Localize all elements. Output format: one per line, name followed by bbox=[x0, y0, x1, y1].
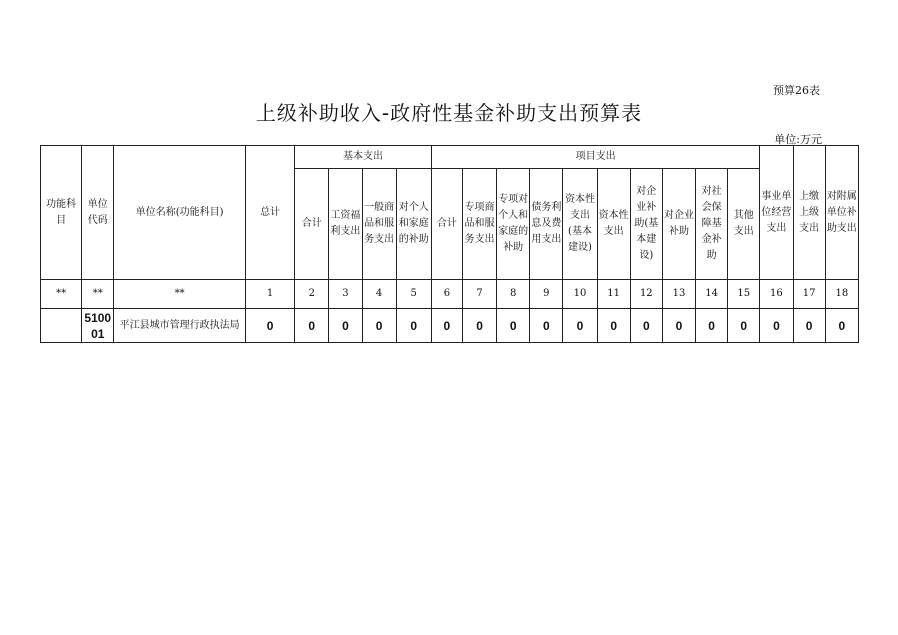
header-project-capital-construction: 资本性支出(基本建设) bbox=[563, 169, 597, 280]
header-basic-household: 对个人和家庭的补助 bbox=[396, 169, 431, 280]
value-cell: 0 bbox=[362, 309, 396, 343]
column-number: 17 bbox=[793, 280, 825, 309]
header-project-household: 专项对个人和家庭的补助 bbox=[497, 169, 530, 280]
value-cell: 0 bbox=[462, 309, 496, 343]
row-unit-code: 510001 bbox=[82, 309, 114, 343]
column-number: 10 bbox=[563, 280, 597, 309]
header-project-social-security: 对社会保障基金补助 bbox=[696, 169, 728, 280]
value-cell: 0 bbox=[630, 309, 662, 343]
column-number: 6 bbox=[431, 280, 462, 309]
row-func-subject bbox=[41, 309, 82, 343]
index-code: ** bbox=[82, 280, 114, 309]
column-number: 13 bbox=[662, 280, 695, 309]
header-func-subject: 功能科目 bbox=[41, 146, 82, 280]
column-number: 15 bbox=[728, 280, 760, 309]
header-upper-payment: 上缴上级支出 bbox=[793, 146, 825, 280]
column-number: 12 bbox=[630, 280, 662, 309]
index-name: ** bbox=[114, 280, 246, 309]
budget-table bbox=[40, 145, 859, 343]
column-number: 7 bbox=[462, 280, 496, 309]
column-number: 14 bbox=[696, 280, 728, 309]
header-project-capital: 资本性支出 bbox=[597, 169, 630, 280]
index-row bbox=[41, 280, 859, 309]
column-number: 5 bbox=[396, 280, 431, 309]
column-number: 16 bbox=[760, 280, 793, 309]
column-number: 9 bbox=[530, 280, 563, 309]
value-cell: 0 bbox=[295, 309, 329, 343]
header-unit-code: 单位代码 bbox=[82, 146, 114, 280]
value-cell: 0 bbox=[431, 309, 462, 343]
page-title: 上级补助收入-政府性基金补助支出预算表 bbox=[255, 101, 643, 125]
value-cell: 0 bbox=[329, 309, 362, 343]
column-number: 1 bbox=[245, 280, 294, 309]
header-subsidiary-subsidy: 对附属单位补助支出 bbox=[825, 146, 858, 280]
column-number: 4 bbox=[362, 280, 396, 309]
value-cell: 0 bbox=[696, 309, 728, 343]
column-number: 3 bbox=[329, 280, 362, 309]
value-cell: 0 bbox=[530, 309, 563, 343]
header-project-subtotal: 合计 bbox=[431, 169, 462, 280]
header-project-goods: 专项商品和服务支出 bbox=[462, 169, 496, 280]
header-basic-goods: 一般商品和服务支出 bbox=[362, 169, 396, 280]
header-project-debt-interest: 债务利息及费用支出 bbox=[530, 169, 563, 280]
header-basic-group: 基本支出 bbox=[295, 146, 432, 169]
value-cell: 0 bbox=[760, 309, 793, 343]
value-cell: 0 bbox=[245, 309, 294, 343]
value-cell: 0 bbox=[563, 309, 597, 343]
column-number: 18 bbox=[825, 280, 858, 309]
value-cell: 0 bbox=[825, 309, 858, 343]
header-basic-wages: 工资福利支出 bbox=[329, 169, 362, 280]
header-project-other: 其他支出 bbox=[728, 169, 760, 280]
table-row bbox=[41, 309, 859, 343]
value-cell: 0 bbox=[597, 309, 630, 343]
column-number: 11 bbox=[597, 280, 630, 309]
column-number: 8 bbox=[497, 280, 530, 309]
header-basic-subtotal: 合计 bbox=[295, 169, 329, 280]
value-cell: 0 bbox=[793, 309, 825, 343]
header-project-enterprise: 对企业补助 bbox=[662, 169, 695, 280]
index-func: ** bbox=[41, 280, 82, 309]
value-cell: 0 bbox=[662, 309, 695, 343]
header-business-expense: 事业单位经营支出 bbox=[760, 146, 793, 280]
value-cell: 0 bbox=[497, 309, 530, 343]
value-cell: 0 bbox=[396, 309, 431, 343]
value-cell: 0 bbox=[728, 309, 760, 343]
row-unit-name: 平江县城市管理行政执法局 bbox=[114, 309, 246, 343]
header-unit-name: 单位名称(功能科目) bbox=[114, 146, 246, 280]
table-number-label: 预算26表 bbox=[773, 84, 820, 97]
header-project-enterprise-construction: 对企业补助(基本建设) bbox=[630, 169, 662, 280]
header-project-group: 项目支出 bbox=[431, 146, 760, 169]
unit-label: 单位:万元 bbox=[774, 133, 822, 146]
column-number: 2 bbox=[295, 280, 329, 309]
header-total: 总计 bbox=[245, 146, 294, 280]
